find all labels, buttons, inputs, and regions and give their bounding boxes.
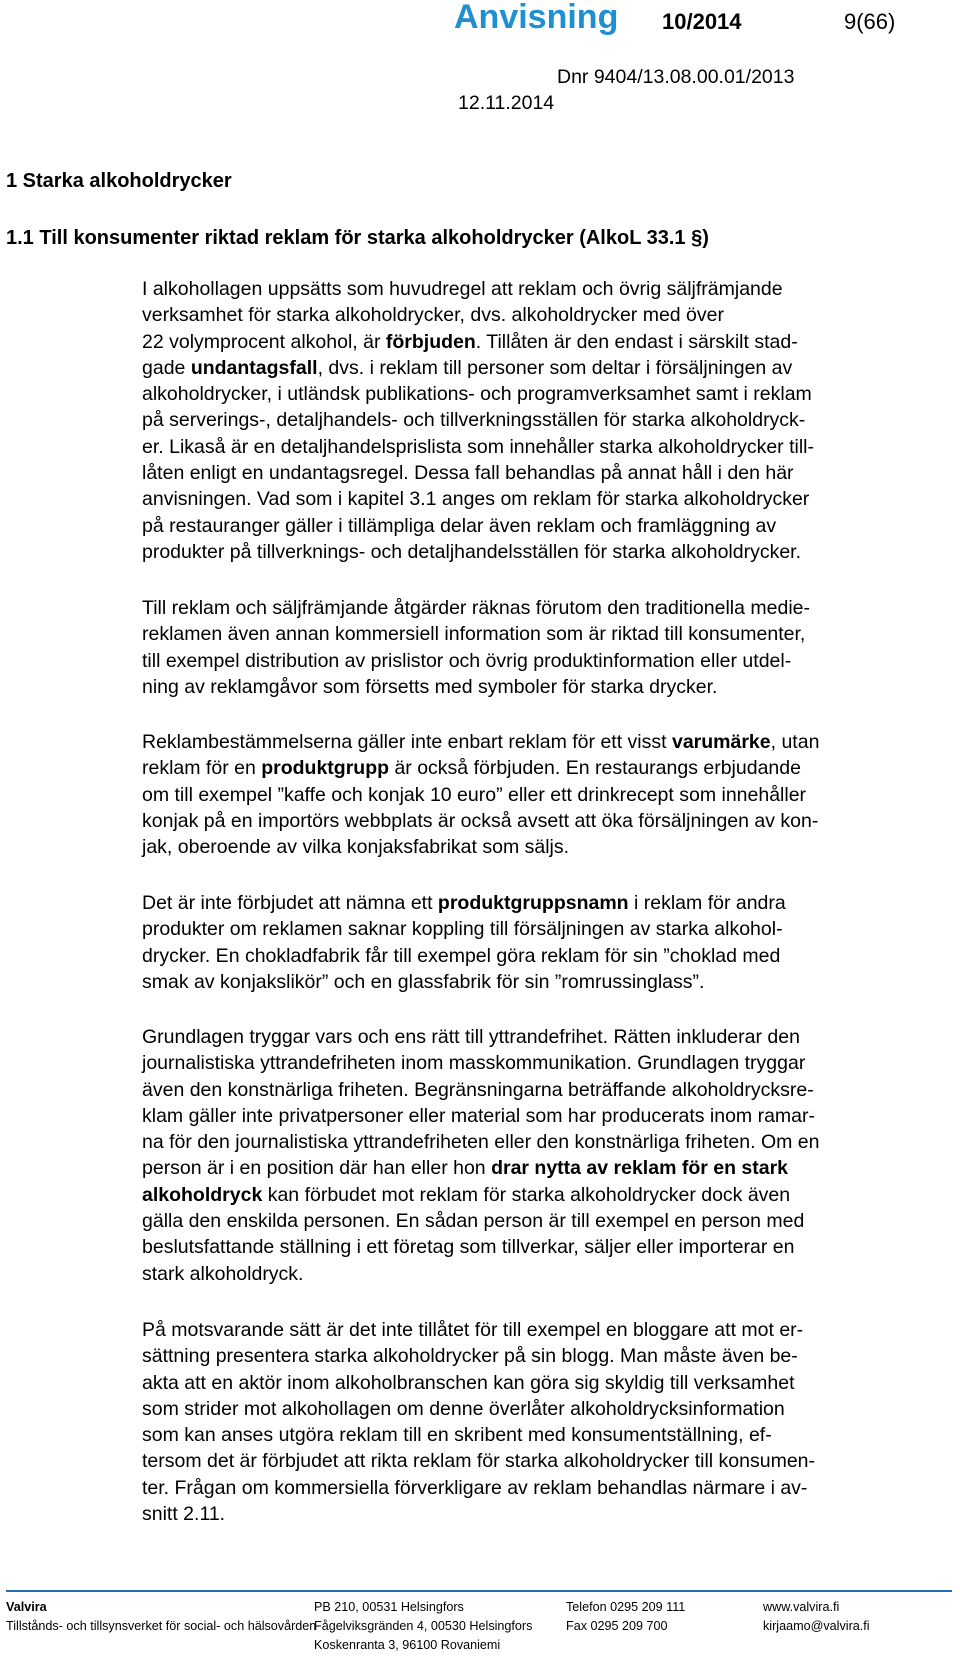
text-segment: stark alkoholdryck. — [142, 1262, 304, 1285]
footer-website-link[interactable]: www.valvira.fi — [763, 1600, 840, 1614]
text-segment: Till reklam och säljfrämjande åtgärder räknas förutom den traditionella medie- — [142, 597, 810, 619]
text-segment: på serverings-, detaljhandels- och tillverkningsställen för starka alkoholdryck- — [142, 409, 806, 432]
paragraph — [142, 729, 819, 860]
text-line — [142, 1396, 815, 1422]
text-segment: I alkohollagen uppsätts som huvudregel att reklam och övrig säljfrämjande — [142, 278, 783, 300]
text-segment: reklamen även annan kommersiell information som är riktad till konsumenter, — [142, 623, 806, 646]
text-segment: klam gäller inte privatpersoner eller material som har producerats inom ramar- — [142, 1104, 816, 1127]
text-segment: , dvs. i reklam till personer som deltar i försäljningen av — [317, 356, 793, 379]
text-line — [142, 595, 810, 621]
text-segment: på restauranger gäller i tillämpliga delar även reklam och framläggning av — [142, 514, 777, 537]
text-line — [142, 276, 814, 302]
text-line — [142, 943, 786, 969]
text-line — [142, 486, 814, 512]
page-number: 9(66) — [844, 9, 896, 34]
footer-rovaniemi-address: Koskenranta 3, 96100 Rovaniemi — [314, 1638, 501, 1652]
text-line — [142, 621, 810, 647]
paragraph — [142, 276, 814, 565]
text-line — [142, 1077, 819, 1103]
text-line — [142, 1343, 815, 1369]
text-segment: gade — [142, 356, 191, 379]
text-segment: även den konstnärliga friheten. Begränsningarna beträffande alkoholdrycksre- — [142, 1078, 814, 1101]
text-line — [142, 1050, 819, 1076]
text-segment: tersom det är förbjudet att rikta reklam för starka alkoholdrycker till konsumen- — [142, 1450, 816, 1473]
text-segment: På motsvarande sätt är det inte tillåtet för till exempel en bloggare att mot er- — [142, 1319, 804, 1341]
footer-postal-address: PB 210, 00531 Helsingfors — [314, 1600, 464, 1614]
text-segment: drycker. En chokladfabrik får till exempel göra reklam för sin ”choklad med — [142, 944, 781, 967]
text-segment: na för den journalistiska yttrandefriheten eller den konstnärliga friheten. Om en — [142, 1131, 820, 1154]
text-line — [142, 916, 786, 942]
footer-street-address: Fågelviksgränden 4, 00530 Helsingfors — [314, 1619, 533, 1633]
text-segment: er. Likaså är en detaljhandelsprislista som innehåller starka alkoholdrycker till- — [142, 435, 814, 458]
text-segment: beslutsfattande ställning i ett företag som tillverkar, säljer eller importerar en — [142, 1236, 795, 1259]
text-line — [142, 890, 786, 916]
text-segment: Grundlagen tryggar vars och ens rätt till yttrandefrihet. Rätten inkluderar den — [142, 1026, 800, 1048]
text-segment: ter. Frågan om kommersiella förverkligare av reklam behandlas närmare i av- — [142, 1476, 808, 1499]
text-line — [142, 1422, 815, 1448]
text-segment: verksamhet för starka alkoholdrycker, dvs. alkoholdrycker med över — [142, 304, 724, 327]
text-segment: om till exempel ”kaffe och konjak 10 euro” eller ett drinkrecept som innehåller — [142, 783, 807, 806]
text-segment: ning av reklamgåvor som försetts med symboler för starka drycker. — [142, 675, 718, 698]
text-line — [142, 1182, 819, 1208]
text-line — [142, 834, 819, 860]
bold-text: produktgrupp — [261, 757, 390, 780]
text-line — [142, 1475, 815, 1501]
text-line — [142, 782, 819, 808]
text-segment: alkoholdrycker, i utländsk publikations- och programverksamhet samt i reklam — [142, 383, 812, 406]
text-segment: som kan anses utgöra reklam till en skribent med konsumentställning, ef- — [142, 1424, 772, 1447]
text-line — [142, 1261, 819, 1287]
footer-email-link[interactable]: kirjaamo@valvira.fi — [763, 1619, 870, 1633]
document-date: 12.11.2014 — [458, 92, 555, 114]
bold-text: alkoholdryck — [142, 1183, 263, 1206]
text-segment: Reklambestämmelserna gäller inte enbart reklam för ett visst — [142, 731, 672, 753]
text-segment: 22 volymprocent alkohol, är — [142, 330, 386, 353]
text-line — [142, 407, 814, 433]
text-segment: i reklam för andra — [628, 892, 786, 914]
text-line — [142, 1234, 819, 1260]
bold-text: produktgruppsnamn — [437, 892, 629, 914]
text-segment: akta att en aktör inom alkoholbranschen kan göra sig skyldig till verksamhet — [142, 1371, 795, 1394]
text-line — [142, 302, 814, 328]
footer-phone: Telefon 0295 209 111 — [566, 1600, 686, 1614]
footer-org: Valvira — [6, 1600, 47, 1614]
text-segment: anvisningen. Vad som i kapitel 3.1 anges om reklam för starka alkoholdrycker — [142, 488, 810, 511]
text-line — [142, 329, 814, 355]
text-segment: produkter om reklamen saknar koppling till försäljningen av starka alkohol- — [142, 918, 783, 941]
text-segment: konjak på en importörs webbplats är också avsett att öka försäljningen av kon- — [142, 809, 819, 832]
text-line — [142, 648, 810, 674]
text-line — [142, 1208, 819, 1234]
text-segment: smak av konjakslikör” och en glassfabrik för sin ”romrussinglass”. — [142, 970, 705, 993]
paragraph — [142, 1024, 819, 1287]
text-line — [142, 969, 786, 995]
text-segment: reklam för en — [142, 757, 262, 780]
text-line — [142, 539, 814, 565]
text-line — [142, 355, 814, 381]
bold-text: varumärke — [671, 731, 771, 753]
document-type-title: Anvisning — [454, 0, 619, 36]
footer-org-full: Tillstånds- och tillsynsverket för social- och hälsovården — [6, 1619, 317, 1633]
text-line — [142, 808, 819, 834]
text-line — [142, 755, 819, 781]
bold-text: drar nytta av reklam för en stark — [491, 1157, 789, 1180]
text-segment: gälla den enskilda personen. En sådan person är till exempel en person med — [142, 1210, 805, 1233]
paragraph — [142, 1317, 815, 1527]
text-segment: . Tillåten är den endast i särskilt stad- — [475, 330, 798, 353]
text-line — [142, 1129, 819, 1155]
paragraph — [142, 595, 810, 700]
text-segment: låten enligt en undantagsregel. Dessa fall behandlas på annat håll i den här — [142, 462, 794, 485]
text-line — [142, 1370, 815, 1396]
footer-fax: Fax 0295 209 700 — [566, 1619, 668, 1633]
text-segment: person är i en position där han eller hon — [142, 1157, 492, 1180]
text-line — [142, 1024, 819, 1050]
text-segment: som strider mot alkohollagen om denne överlåter alkoholdrycksinformation — [142, 1397, 785, 1420]
text-segment: sättning presentera starka alkoholdrycker på sin blogg. Man måste även be- — [142, 1345, 798, 1368]
text-line — [142, 460, 814, 486]
text-line — [142, 1317, 815, 1343]
text-line — [142, 434, 814, 460]
text-segment: Det är inte förbjudet att nämna ett — [142, 892, 438, 914]
text-line — [142, 1103, 819, 1129]
text-line — [142, 674, 810, 700]
chapter-heading: 1 Starka alkoholdrycker — [6, 170, 232, 192]
text-segment: journalistiska yttrandefriheten inom masskommunikation. Grundlagen tryggar — [142, 1052, 806, 1075]
text-segment: jak, oberoende av vilka konjaksfabrikat som säljs. — [142, 836, 570, 859]
text-segment: produkter på tillverknings- och detaljhandelsställen för starka alkoholdrycker. — [142, 540, 802, 563]
text-segment: till exempel distribution av prislistor och övrig produktinformation eller utdel- — [142, 649, 792, 672]
document-number: 10/2014 — [662, 9, 742, 34]
bold-text: förbjuden — [385, 330, 476, 353]
text-line — [142, 1448, 815, 1474]
text-segment: , utan — [770, 731, 820, 753]
text-line — [142, 1501, 815, 1527]
text-line — [142, 513, 814, 539]
text-line — [142, 381, 814, 407]
footer-divider — [6, 1590, 952, 1592]
text-segment: snitt 2.11. — [142, 1503, 226, 1526]
text-segment: kan förbudet mot reklam för starka alkoholdrycker dock även — [262, 1183, 791, 1206]
text-line — [142, 1155, 819, 1181]
text-segment: är också förbjuden. En restaurangs erbjudande — [389, 757, 801, 780]
diary-number: Dnr 9404/13.08.00.01/2013 — [557, 66, 795, 88]
paragraph — [142, 890, 786, 995]
section-heading: 1.1 Till konsumenter riktad reklam för starka alkoholdrycker (AlkoL 33.1 §) — [6, 227, 709, 249]
bold-text: undantagsfall — [190, 356, 318, 379]
text-line — [142, 729, 819, 755]
